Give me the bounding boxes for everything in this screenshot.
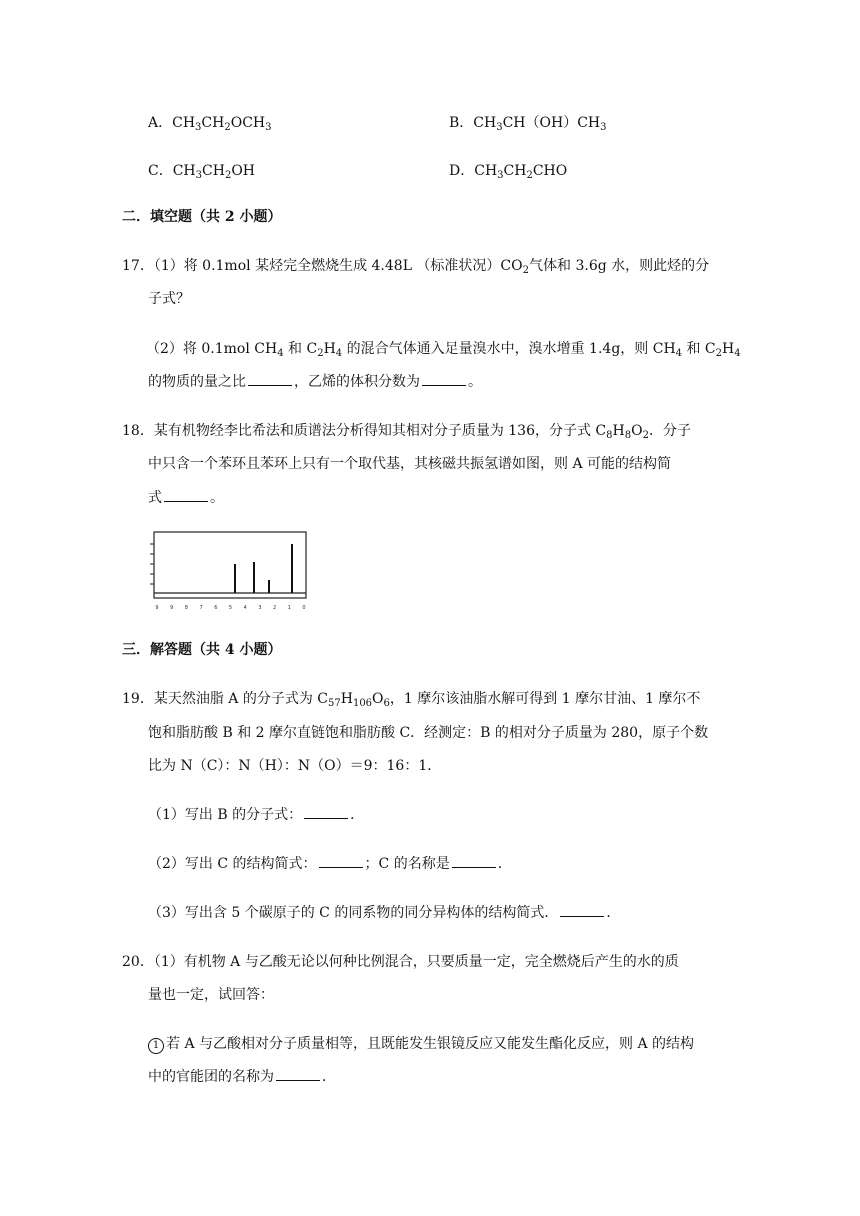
answer-blank[interactable] bbox=[276, 1068, 320, 1081]
answer-blank[interactable] bbox=[422, 373, 466, 386]
q18-line-1: 18．某有机物经李比希法和质谱法分析得知其相对分子质量为 136，分子式 $C_8H_8O_2$．分子 bbox=[122, 423, 691, 441]
q19-line-3: 比为 N（C）：N（H）：N（O）＝9：16：1． bbox=[148, 758, 442, 774]
q19-sub-1: （1）写出 B 的分子式： ． bbox=[148, 807, 365, 823]
q17-line-1: 17．（1）将 0.1mol 某烃完全燃烧生成 4.48L （标准状况）$CO_2$气体和 3.6g 水，则此烃的分 bbox=[122, 258, 710, 276]
spectrum-tick-label: 7 bbox=[199, 605, 203, 611]
spectrum-tick-label: 4 bbox=[243, 605, 247, 611]
answer-blank[interactable] bbox=[164, 489, 208, 502]
spectrum-tick-label: 1 bbox=[287, 605, 291, 611]
answer-blank[interactable] bbox=[248, 373, 292, 386]
q17-part-2-line-1: （2）将 0.1mol $CH_4$ 和 $C_2H_4$ 的混合气体通入足量溴水中，溴水增重 1.4g，则 $CH_4$ 和 $C_2H_4$ bbox=[146, 341, 741, 359]
spectrum-tick-label: 8 bbox=[184, 605, 188, 611]
q20-item-1-line-2: 中的官能团的名称为 ． bbox=[148, 1069, 336, 1085]
nmr-spectrum-figure bbox=[148, 530, 310, 612]
option-b: B．$CH_3CH(OH)CH_3$ bbox=[449, 115, 607, 133]
spectrum-frame bbox=[154, 532, 306, 598]
q20-line-2: 量也一定，试回答： bbox=[148, 987, 274, 1003]
answer-blank[interactable] bbox=[452, 855, 496, 868]
answer-blank[interactable] bbox=[304, 806, 348, 819]
spectrum-tick-label: 5 bbox=[228, 605, 233, 611]
answer-blank[interactable] bbox=[319, 855, 363, 868]
spectrum-tick-label: 2 bbox=[273, 605, 277, 611]
q19-line-1: 19．某天然油脂 A 的分子式为 $C_{57}H_{106}O_6$，1 摩尔该油脂水解可得到 1 摩尔甘油、1 摩尔不 bbox=[122, 691, 701, 709]
q18-line-2: 中只含一个苯环且苯环上只有一个取代基，其核磁共振氢谱如图，则 A 可能的结构简 bbox=[148, 456, 672, 472]
spectrum-tick-label: 9 bbox=[155, 605, 159, 611]
option-a: A．$CH_3CH_2OCH_3$ bbox=[148, 115, 272, 133]
spectrum-tick-label: 9 bbox=[170, 605, 174, 611]
circled-number: 1 bbox=[148, 1038, 164, 1054]
q19-sub-3: （3）写出含 5 个碳原子的 C 的同系物的同分异构体的结构简式． ． bbox=[148, 905, 621, 921]
q20-line-1: 20．（1）有机物 A 与乙酸无论以何种比例混合，只要质量一定，完全燃烧后产生的水的质 bbox=[122, 954, 679, 970]
section-2-title: 二．填空题（共 2 小题） bbox=[122, 209, 282, 225]
q18-line-3: 式 。 bbox=[148, 490, 224, 506]
q17-line-2: 子式？ bbox=[148, 291, 190, 307]
option-d: D．$CH_3CH_2CHO$ bbox=[449, 163, 568, 181]
spectrum-tick-label: 0 bbox=[302, 605, 306, 611]
spectrum-tick-label: 3 bbox=[258, 605, 262, 611]
q20-item-1-line-1: 1 若 A 与乙酸相对分子质量相等，且既能发生银镜反应又能发生酯化反应，则 A 的结构 bbox=[148, 1034, 694, 1054]
option-c: C．$CH_3CH_2OH$ bbox=[148, 163, 255, 181]
section-3-title: 三．解答题（共 4 小题） bbox=[122, 642, 282, 658]
q19-sub-2: （2）写出 C 的结构简式： ；C 的名称是 ． bbox=[148, 856, 512, 872]
q17-part-2-line-2: 的物质的量之比 ，乙烯的体积分数为 。 bbox=[148, 374, 482, 390]
q19-line-2: 饱和脂肪酸 B 和 2 摩尔直链饱和脂肪酸 C．经测定：B 的相对分子质量为 280，原子个数 bbox=[148, 725, 709, 741]
answer-blank[interactable] bbox=[560, 904, 604, 917]
spectrum-tick-label: 6 bbox=[214, 605, 218, 611]
